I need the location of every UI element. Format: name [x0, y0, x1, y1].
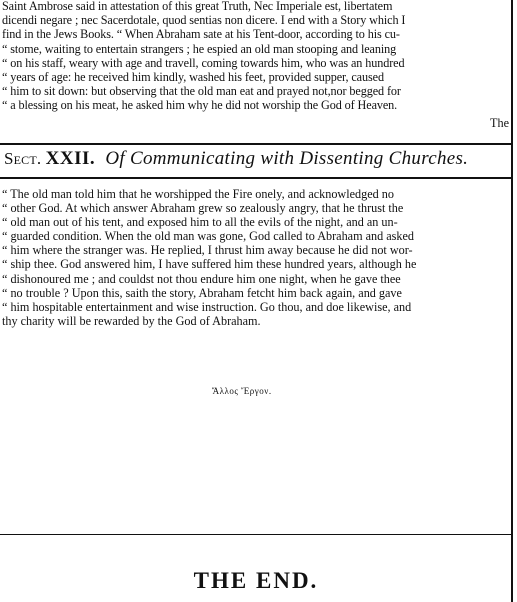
text-line: “ The old man told him that he worshipped the Fire onely, and acknowledged no: [2, 187, 394, 201]
text-line: dicendi negare ; nec Sacerdotale, quod sentias non dicere. I end with a Story which I: [2, 13, 406, 28]
text-line: “ a blessing on his meat, he asked him why he did not worship the God of Heaven.: [2, 98, 398, 113]
text-line: “ him where the stranger was. He replied, I thrust him away because he did not wor-: [2, 243, 413, 258]
the-end-heading: THE END.: [193, 568, 319, 593]
section-heading: [4, 148, 509, 170]
catchword: The: [490, 116, 509, 130]
text-line: “ old man out of his tent, and exposed him to all the evils of the night, and an un-: [2, 215, 398, 230]
top-paragraph: [2, 0, 510, 113]
text-line: thy charity will be rewarded by the God of Abraham.: [2, 313, 261, 328]
text-line: “ no trouble ? Upon this, saith the story, Abraham fetcht him back again, and gave: [2, 285, 402, 300]
section-title: Of Communicating with Dissenting Churches.: [105, 148, 469, 169]
text-line: “ him to sit down: but observing that the old man eat and prayed not,nor begged for: [2, 84, 401, 99]
text-line: “ stome, waiting to entertain strangers ; he espied an old man stooping and leaning: [2, 41, 397, 56]
text-line: “ other God. At which answer Abraham grew so zealously angry, that he thrust the: [2, 201, 404, 216]
text-line: “ ship thee. God answered him, I have suffered him these hundred years, although he: [2, 257, 417, 272]
section-rule-top: [0, 143, 512, 145]
section-rule-bottom: [0, 177, 512, 179]
bottom-rule: [0, 534, 512, 535]
body-paragraph: [2, 187, 510, 328]
section-label: Sect.: [4, 149, 42, 168]
section-number: XXII.: [45, 148, 96, 169]
text-line: “ on his staff, weary with age and travell, coming towards him, who was an hundred: [2, 55, 405, 70]
text-line: “ guarded condition. When the old man was gone, God called to Abraham and asked: [2, 229, 414, 244]
text-line: “ him hospitable entertainment and wise instruction. Go thou, and doe likewise, and: [2, 299, 412, 314]
greek-signature: Ἄλλος Ἔργον.: [212, 386, 272, 396]
text-line: “ dishonoured me ; and couldst not thou endure him one night, when he gave thee: [2, 271, 401, 286]
text-line: Saint Ambrose said in attestation of this great Truth, Nec Imperiale est, libertatem: [2, 0, 393, 13]
text-line: find in the Jews Books. “ When Abraham sate at his Tent-door, according to his cu-: [2, 27, 400, 42]
page-edge-rule: [511, 0, 513, 602]
text-line: “ years of age: he received him kindly, washed his feet, provided supper, caused: [2, 70, 384, 85]
